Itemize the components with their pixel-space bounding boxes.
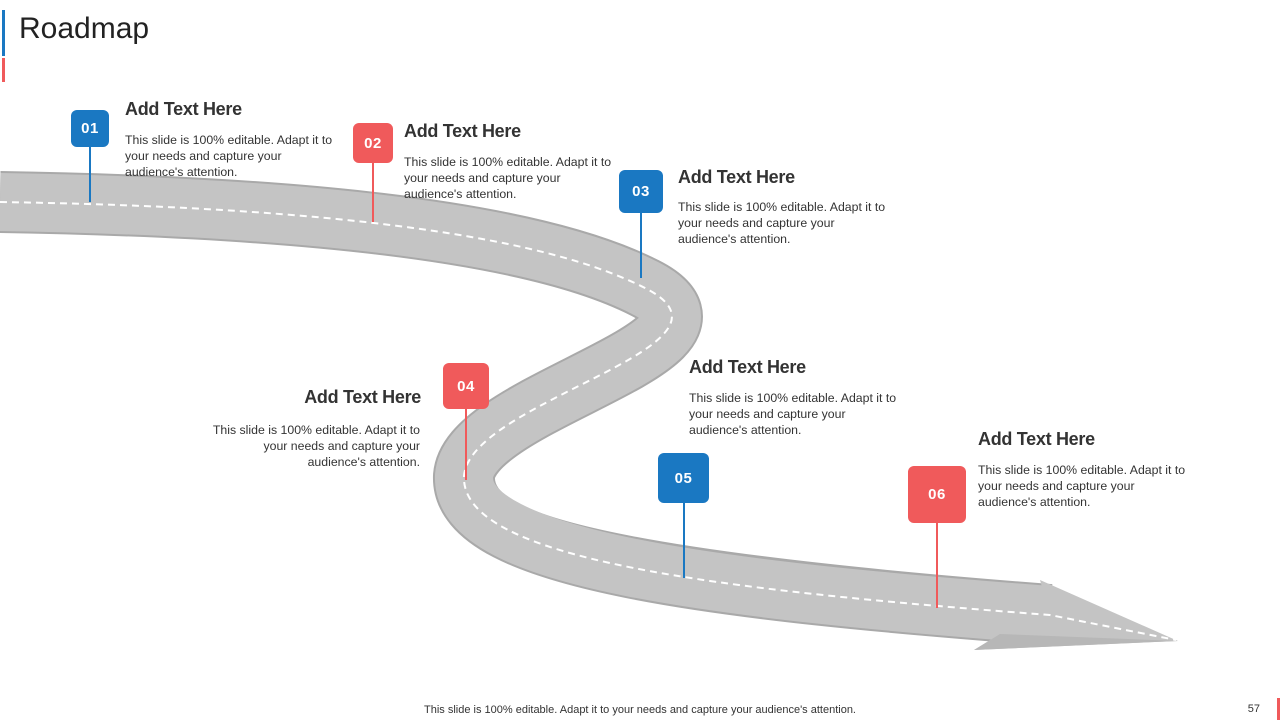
pin-line-01 (89, 146, 91, 202)
milestone-marker-04: 04 (443, 363, 489, 409)
pin-line-06 (936, 522, 938, 608)
milestone-title-01: Add Text Here (125, 99, 242, 119)
milestone-title-02: Add Text Here (404, 121, 521, 141)
milestone-title-06: Add Text Here (978, 429, 1095, 449)
milestone-marker-01: 01 (71, 110, 109, 147)
milestone-description-05: This slide is 100% editable. Adapt it to your needs and capture your audience's attention. (689, 391, 897, 437)
pin-line-02 (372, 162, 374, 222)
milestone-marker-05: 05 (658, 453, 709, 503)
footer-note: This slide is 100% editable. Adapt it to your needs and capture your audience's attention. (424, 704, 856, 716)
pin-line-05 (683, 502, 685, 578)
milestone-marker-03: 03 (619, 170, 663, 213)
milestone-description-04: This slide is 100% editable. Adapt it to your needs and capture your audience's attention. (212, 423, 420, 469)
milestone-title-05: Add Text Here (689, 357, 806, 377)
milestone-description-03: This slide is 100% editable. Adapt it to your needs and capture your audience's attention. (678, 200, 886, 246)
page-title: Roadmap (19, 12, 150, 45)
milestone-title-03: Add Text Here (678, 167, 795, 187)
pin-line-03 (640, 212, 642, 278)
pin-line-04 (465, 408, 467, 480)
milestone-title-04: Add Text Here (304, 387, 421, 407)
milestone-marker-02: 02 (353, 123, 393, 163)
milestone-description-02: This slide is 100% editable. Adapt it to your needs and capture your audience's attention. (404, 155, 612, 201)
milestone-description-01: This slide is 100% editable. Adapt it to your needs and capture your audience's attention. (125, 133, 333, 179)
page-number: 57 (1247, 703, 1260, 715)
milestone-marker-06: 06 (908, 466, 966, 523)
milestone-description-06: This slide is 100% editable. Adapt it to your needs and capture your audience's attention. (978, 463, 1186, 509)
